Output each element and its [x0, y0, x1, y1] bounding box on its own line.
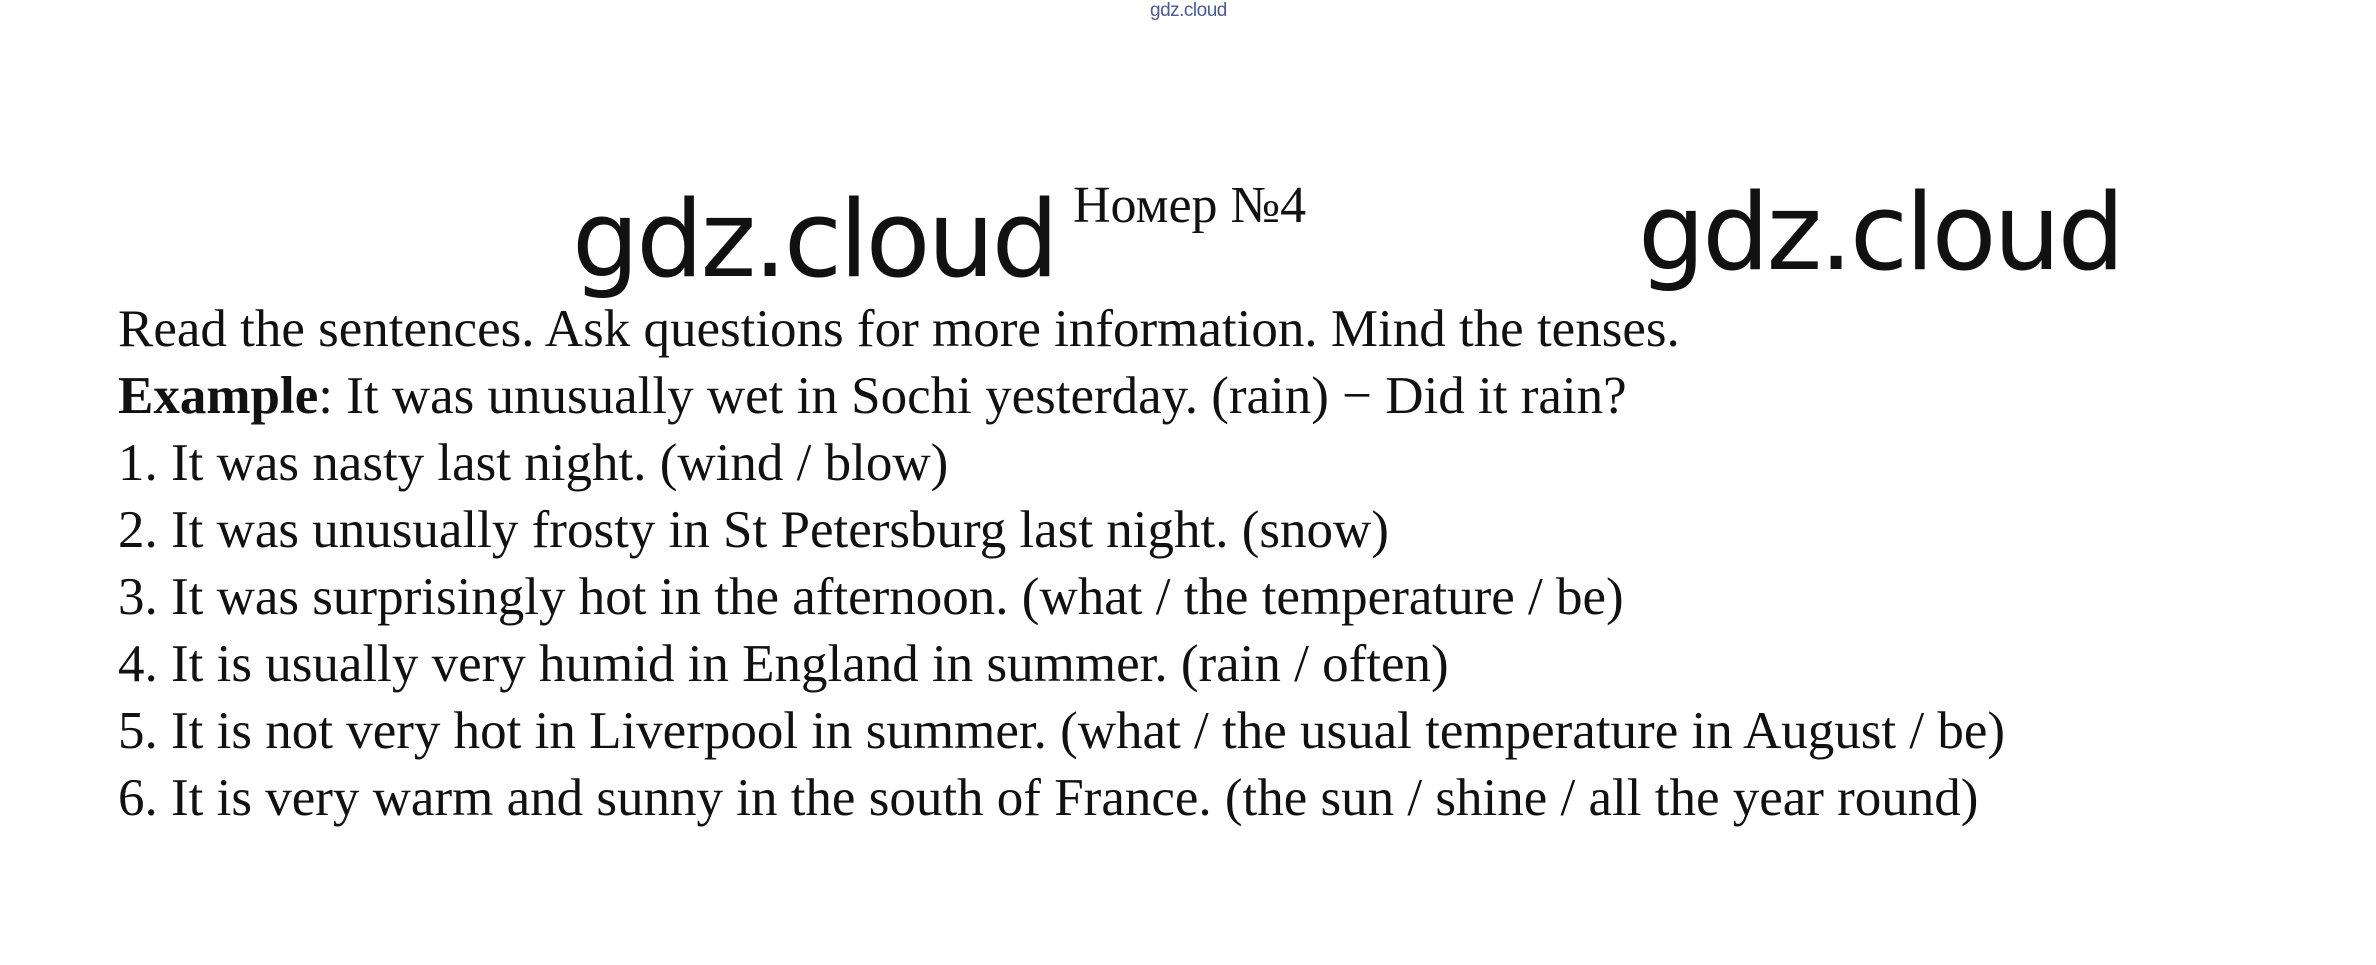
exercise-item-6: 6. It is very warm and sunny in the south of France. (the sun / shine / all the year round) [118, 769, 1979, 827]
exercise-content [118, 296, 2358, 832]
exercise-item-5: 5. It is not very hot in Liverpool in summer. (what / the usual temperature in August / be) [118, 702, 2006, 760]
exercise-item-1: 1. It was nasty last night. (wind / blow) [118, 434, 949, 492]
watermark-left: gdz.cloud [572, 178, 1056, 301]
exercise-item-3: 3. It was surprisingly hot in the afternoon. (what / the temperature / be) [118, 568, 1624, 626]
exercise-number-heading: Номер №4 [1073, 177, 1307, 234]
example-label: Example [118, 367, 319, 425]
instruction-text: Read the sentences. Ask questions for more information. Mind the tenses. [118, 300, 1680, 358]
exercise-item-4: 4. It is usually very humid in England in summer. (rain / often) [118, 635, 1449, 693]
site-watermark-top: gdz.cloud [1150, 0, 1227, 21]
example-line [118, 363, 2358, 430]
exercise-item-2: 2. It was unusually frosty in St Petersburg last night. (snow) [118, 501, 1389, 559]
watermark-right: gdz.cloud [1638, 171, 2122, 294]
example-text: : It was unusually wet in Sochi yesterday. (rain) − Did it rain? [318, 367, 1627, 425]
